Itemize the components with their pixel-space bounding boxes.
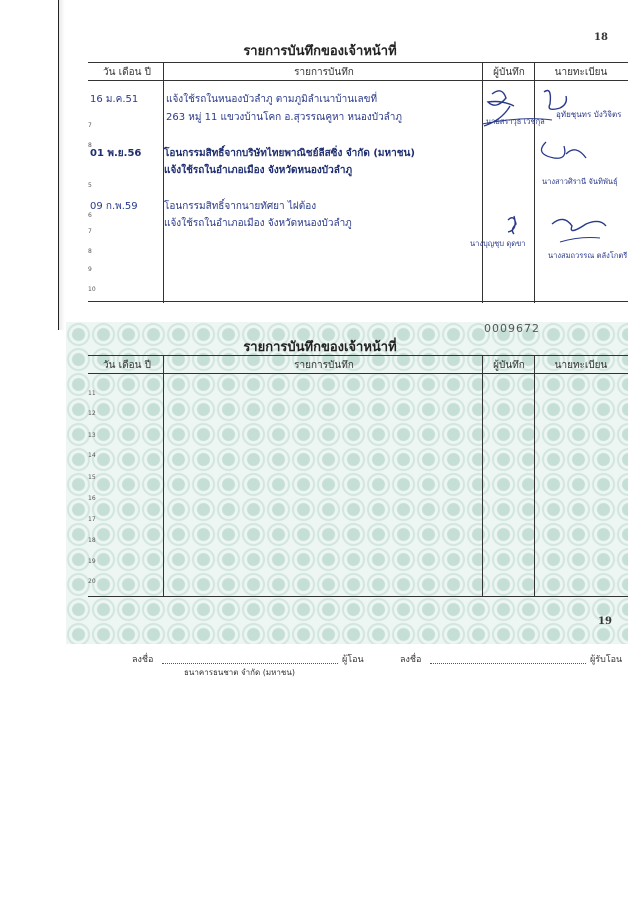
row-number: 12 <box>88 410 96 417</box>
column-divider <box>163 356 164 596</box>
column-divider <box>163 63 164 303</box>
col-registrar-header: นายทะเบียน <box>554 67 608 78</box>
serial-number: 0009672 <box>484 322 540 335</box>
entry-line: แจ้งใช้รถในอำเภอเมือง จังหวัดหนองบัวลำภู <box>164 218 352 229</box>
entry-line: โอนกรรมสิทธิ์จากบริษัทไทยพาณิชย์ลีสซิ่ง จำกัด (มหาชน) <box>164 148 415 159</box>
entry-line: โอนกรรมสิทธิ์จากนายทัศยา ไฝต้อง <box>164 201 317 212</box>
row-number: 18 <box>88 537 96 544</box>
signature-role-left: ผู้โอน <box>342 655 364 665</box>
row-number: 11 <box>88 390 96 397</box>
entry-line: แจ้งใช้รถในหนองบัวลำภู ตามภูมิลำเนาบ้านเลขที่ <box>166 94 378 105</box>
entry-date: 16 ม.ค.51 <box>90 94 139 105</box>
column-divider <box>482 356 483 596</box>
entry-date: 09 ก.พ.59 <box>90 201 138 212</box>
row-number: 17 <box>88 516 96 523</box>
page-number-bottom: 19 <box>598 616 612 627</box>
top-table-header <box>88 63 628 81</box>
entry-line: 263 หมู่ 11 แขวงบ้านโคก อ.สุวรรณคูหา หนองบัวลำภู <box>166 112 403 123</box>
recorder-name: นายสราวุธ เวชกุล <box>486 117 545 126</box>
row-number: 20 <box>88 578 96 585</box>
col-recorder-header: ผู้บันทึก <box>493 67 525 78</box>
handwritten-signatures <box>526 136 626 176</box>
handwritten-signatures <box>500 212 620 262</box>
row-number: 14 <box>88 452 96 459</box>
row-number: 19 <box>88 558 96 565</box>
row-number: 6 <box>88 212 92 219</box>
registrar-name: อุทัยชุนทร บังวิจิตร <box>556 110 622 119</box>
col-date-header: วัน เดือน ปี <box>103 67 151 78</box>
recorder-name: นางบุญชุบ ดุดขา <box>470 239 526 248</box>
signature-label-left: ลงชื่อ <box>132 655 154 665</box>
transferor-organization: ธนาคารธนชาต จำกัด (มหาชน) <box>184 668 295 677</box>
handwritten-signatures <box>480 84 630 144</box>
row-number: 5 <box>88 182 92 189</box>
col-date-header: วัน เดือน ปี <box>103 360 151 371</box>
row-number: 16 <box>88 495 96 502</box>
row-number: 10 <box>88 286 96 293</box>
col-registrar-header: นายทะเบียน <box>554 360 608 371</box>
entry-date: 01 พ.ย.56 <box>90 148 142 159</box>
row-number: 15 <box>88 474 96 481</box>
entry-line: แจ้งใช้รถในอำเภอเมือง จังหวัดหนองบัวลำภู <box>164 165 353 176</box>
top-table-title: รายการบันทึกของเจ้าหน้าที่ <box>243 44 397 59</box>
bottom-table-title: รายการบันทึกของเจ้าหน้าที่ <box>243 340 397 355</box>
registrar-name: นางสาวศิรานี จันทิพันธุ์ <box>542 177 618 186</box>
row-number: 8 <box>88 248 92 255</box>
table-bottom-rule <box>88 596 628 597</box>
bottom-table-header <box>88 356 628 374</box>
signature-line-right <box>430 663 586 664</box>
row-number: 9 <box>88 266 92 273</box>
bottom-record-table <box>88 355 628 598</box>
col-entry-header: รายการบันทึก <box>294 360 354 371</box>
row-number: 7 <box>88 228 92 235</box>
signature-role-right: ผู้รับโอน <box>590 655 623 665</box>
row-number: 8 <box>88 142 92 149</box>
registrar-name: นางสมถวรรณ ตลังโกตรี <box>548 251 628 260</box>
col-recorder-header: ผู้บันทึก <box>493 360 525 371</box>
col-entry-header: รายการบันทึก <box>294 67 354 78</box>
column-divider <box>534 356 535 596</box>
signature-line-left <box>162 663 338 664</box>
row-number: 7 <box>88 122 92 129</box>
row-number: 13 <box>88 432 96 439</box>
signature-label-right: ลงชื่อ <box>400 655 422 665</box>
table-bottom-rule <box>88 301 628 302</box>
page-number-top: 18 <box>594 32 608 43</box>
